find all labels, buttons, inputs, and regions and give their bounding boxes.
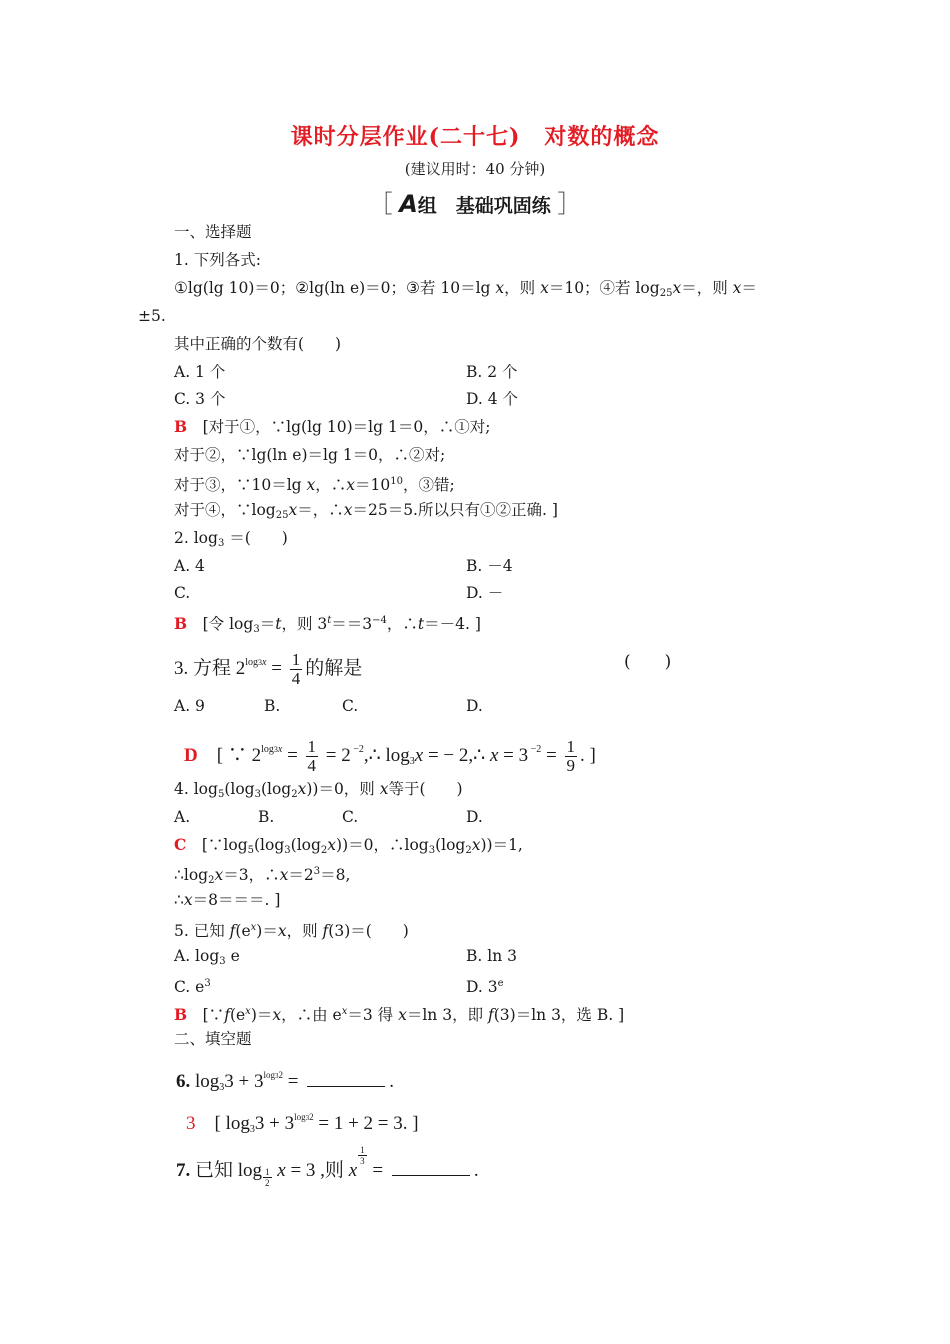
q7-stem: 7. 已知 log $\frac{1}{2}$ x = 3 ,则 x $\frac{1}{3}$ = . [176,1145,479,1188]
q1-option-d: D. 4 个 [466,390,519,408]
q4-stem: 4. $\log_5(\log_3(\log_2x))=0$，则 x等于( ) [174,780,463,800]
q1-solution-1: B [对于①，∵lg(lg 10)＝lg 1＝0，∴①对; [174,417,491,436]
title-topic: 对数的概念 [544,124,660,150]
q4-solution-3: ∴x＝8＝＝＝. ] [174,891,281,909]
q2-option-c: C. [174,584,191,602]
q3-option-d: D. [466,697,483,715]
q1-option-a: A. 1 个 [174,363,226,381]
q3-answer-paren: ( ) [624,652,672,672]
q1-option-b: B. 2 个 [466,363,518,381]
worksheet-title [0,120,950,151]
q4-option-c: C. [342,808,359,826]
q1-items-cont: ±5. [138,307,166,325]
q3-answer: D [184,745,198,766]
q2-option-d: D. － [466,584,504,602]
q1-ask: 其中正确的个数有( ) [174,335,342,353]
title-main: 课时分层作业(二十七) [290,124,521,150]
q1-stem: 1. 下列各式: [174,251,261,269]
q6-answer-blank[interactable] [307,1072,385,1087]
q3-stem: 3. 方程 $2^{log3x}$ = $\frac{1}{4}$ 的解是 [174,650,363,689]
q5-solution: B [$\because f(e^x)=x$，∴由 $e^x=3$ 得 x＝ln 3，即 f(3)＝ln 3，选 B. ] [174,1005,625,1024]
q4-solution-1: C [$\because\log_5(\log_3(\log_2x))=0$，$\therefore\log_3(\log_2x))=1$, [174,835,523,856]
q2-stem: 2. $\log_3$ ＝( ) [174,529,288,549]
group-heading [0,184,950,219]
q2-option-a: A. 4 [174,557,205,575]
q5-option-b: B. ln 3 [466,947,517,965]
q4-answer: C [174,835,187,854]
q6-answer: 3 [186,1113,196,1134]
q5-option-a: A. $\log_3 e$ [174,947,240,967]
q1-solution-3: 对于③，∵10＝lg x，$\therefore x=10^{10}$，③错; [174,476,455,494]
q5-option-d: D. 3e [466,978,504,996]
q3-option-a: A. 9 [174,697,205,715]
q2-answer: B [174,614,188,633]
q4-option-d: D. [466,808,483,826]
q3-option-b: B. [264,697,281,715]
right-bracket: ］ [557,190,582,218]
q2-option-b: B. －4 [466,557,513,575]
q4-option-b: B. [258,808,275,826]
q1-items: ①lg(lg 10)＝0；②lg(ln e)＝0；③若 10＝lg x，则 x＝10；④若 $\log_{25}x=$，则 x＝ [174,279,757,299]
q1-option-c: C. 3 个 [174,390,226,408]
q1-solution-2: 对于②，∵lg(ln e)＝lg 1＝0，∴②对; [174,446,446,464]
q5-stem: 5. 已知 $f(e^x)=x$，则 f(3)＝( ) [174,922,409,940]
left-bracket: ［ [368,190,393,218]
q6-stem: 6. $\log_33 + 3^{log32}$ = . [176,1070,394,1093]
q5-answer: B [174,1005,188,1024]
q1-solution-4: 对于④，$\because\log_{25}x=$，∴x＝25＝5.所以只有①②正确. ] [174,501,558,521]
section-heading-choice: 一、选择题 [174,223,252,241]
q5-option-c: C. $e^3$ [174,978,211,996]
section-heading-fill: 二、填空题 [174,1030,252,1048]
q7-answer-blank[interactable] [392,1161,470,1176]
q3-solution: D [ ∵ $2^{log3x}$ = $\frac{1}{4}$ = 2 $^{-2}$,∴ $\log_3x$ = − 2,∴ x = 3 $^{-2}$ = $\frac{1}{9}$ . ] [184,737,596,776]
suggested-time: (建议用时：40 分钟) [404,160,546,178]
q2-solution: B [令 $\log_3=t$，则 $3^t==3^{-4}$，∴t＝－4. ] [174,614,481,635]
q4-option-a: A. [174,808,191,826]
q6-solution: 3 [ $\log_33 + 3^{log32} = 1 + 2 = 3$. ] [186,1112,419,1135]
q4-solution-2: $\therefore\log_2x=3$，$\therefore x=2^3=8$, [174,866,351,886]
group-letter: A [399,190,418,218]
q3-option-c: C. [342,697,359,715]
q1-answer: B [174,417,188,436]
group-label: 组 基础巩固练 [417,195,551,217]
